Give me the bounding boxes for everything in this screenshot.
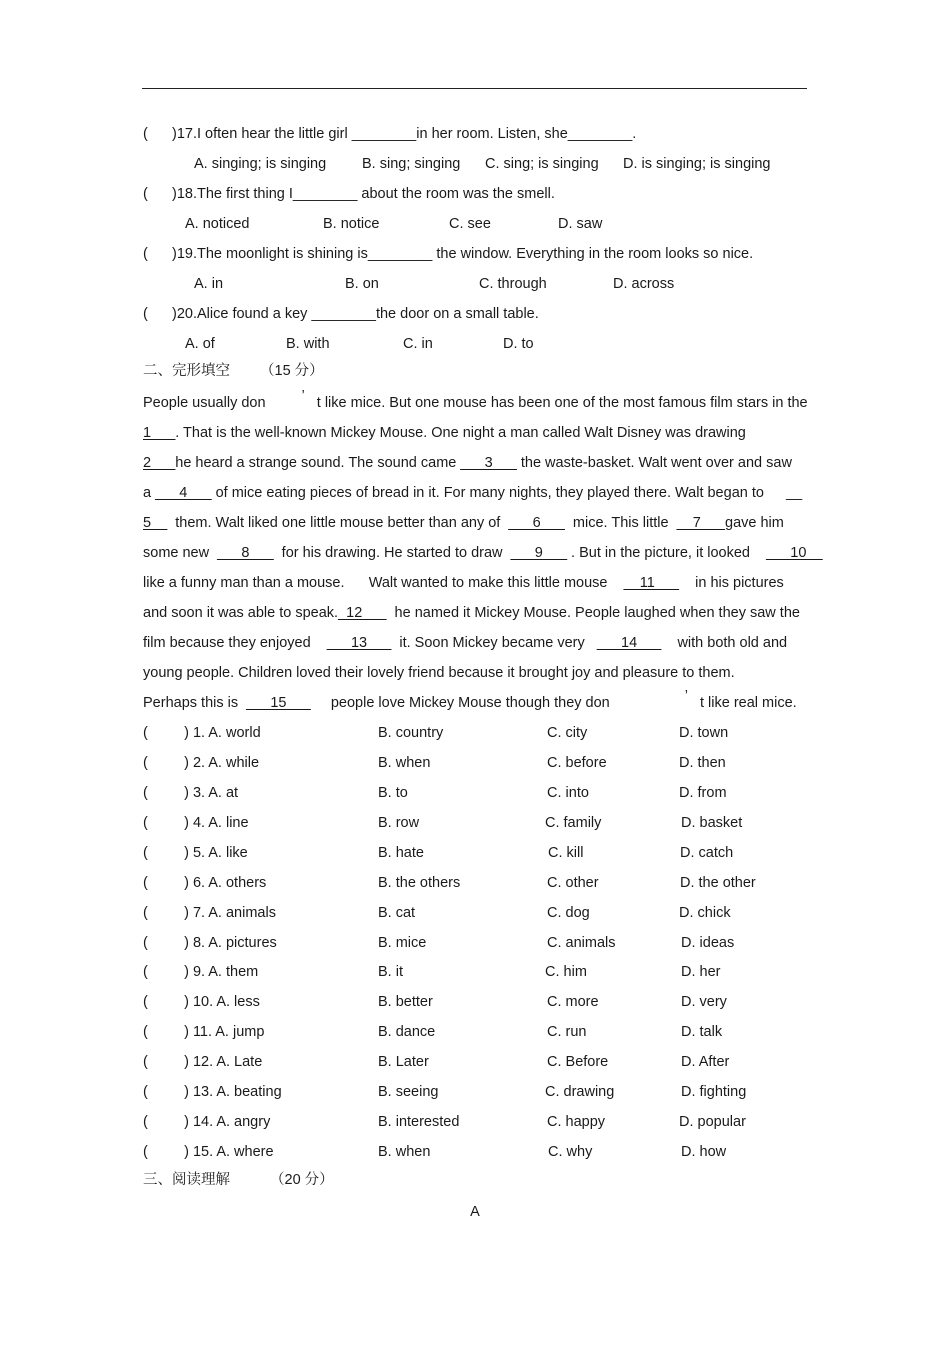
cloze-option-b: B. row	[378, 815, 420, 831]
passage-text: for his drawing. He started to draw	[281, 545, 503, 561]
cloze-option-c: C. kill	[548, 845, 584, 861]
passage-line-4	[143, 484, 764, 502]
passage-text: it. Soon Mickey became very	[399, 635, 585, 651]
passage-line-11	[143, 688, 797, 712]
header-rule	[142, 88, 807, 89]
question-19-stem: ( )19.The moonlight is shining is________ the window. Everything in the room looks so nice.	[143, 246, 754, 262]
cloze-option-c: C. him	[545, 964, 587, 980]
blank-4: ___4___	[155, 485, 212, 501]
section-3-heading	[143, 1171, 334, 1189]
cloze-option-c: C. animals	[547, 935, 616, 951]
cloze-option-d: D. the other	[680, 875, 756, 891]
cloze-item-stem: ( ) 5. A. like	[143, 845, 248, 861]
cloze-item-stem: ( ) 8. A. pictures	[143, 935, 277, 951]
cloze-option-d: D. from	[679, 785, 727, 801]
cloze-item-stem: ( ) 10. A. less	[143, 994, 260, 1010]
q19-option-b: B. on	[345, 276, 379, 292]
cloze-option-b: B. to	[378, 785, 408, 801]
blank-10: ___10__	[766, 545, 823, 561]
cloze-option-b: B. Later	[378, 1054, 429, 1070]
blank-15: ___15___	[246, 695, 311, 711]
blank-6: ___6___	[508, 515, 565, 531]
cloze-option-c: C. run	[547, 1024, 587, 1040]
cloze-option-b: B. when	[378, 1144, 431, 1160]
cloze-option-d: D. chick	[679, 905, 731, 921]
cloze-option-b: B. dance	[378, 1024, 436, 1040]
blank-11: __11___	[623, 575, 679, 591]
question-20-stem: ( )20.Alice found a key ________the door on a small table.	[143, 306, 539, 322]
passage-text: he heard a strange sound. The sound came	[175, 455, 457, 471]
blank-5-start: __	[786, 485, 803, 501]
cloze-item-stem: ( ) 9. A. them	[143, 964, 259, 980]
cloze-option-c: C. family	[545, 815, 602, 831]
q18-option-c: C. see	[449, 216, 491, 232]
cloze-option-d: D. popular	[679, 1114, 746, 1130]
section-3-title: 三、阅读理解	[143, 1172, 230, 1188]
blank-14: ___14___	[596, 635, 662, 651]
q17-option-d: D. is singing; is singing	[623, 156, 771, 172]
cloze-option-b: B. seeing	[378, 1084, 439, 1100]
q20-option-b: B. with	[286, 336, 330, 352]
cloze-option-d: D. how	[681, 1144, 727, 1160]
cloze-option-c: C. why	[548, 1144, 593, 1160]
q20-option-a: A. of	[185, 336, 215, 352]
q17-option-c: C. sing; is singing	[485, 156, 599, 172]
q18-option-d: D. saw	[558, 216, 603, 232]
cloze-item-stem: ( ) 12. A. Late	[143, 1054, 263, 1070]
blank-12: _12___	[338, 605, 387, 621]
cloze-item-stem: ( ) 1. A. world	[143, 725, 261, 741]
cloze-option-d: D. catch	[680, 845, 734, 861]
blank-5: 5__	[143, 515, 168, 531]
cloze-option-b: B. interested	[378, 1114, 460, 1130]
cloze-option-b: B. hate	[378, 845, 424, 861]
section-2-heading	[143, 362, 324, 380]
cloze-option-d: D. very	[681, 994, 727, 1010]
cloze-item-stem: ( ) 6. A. others	[143, 875, 267, 891]
passage-line-10: young people. Children loved their lovely friend because it brought joy and pleasure to them.	[143, 665, 735, 681]
passage-text: in his pictures	[695, 575, 784, 591]
passage-text: them. Walt liked one little mouse better than any of	[175, 515, 501, 531]
passage-text: . But in the picture, it looked	[571, 545, 750, 561]
q20-option-c: C. in	[403, 336, 433, 352]
cloze-option-c: C. more	[547, 994, 599, 1010]
cloze-option-b: B. country	[378, 725, 444, 741]
passage-line-1	[143, 388, 808, 412]
blank-9: ___9___	[510, 545, 568, 561]
cloze-item-stem: ( ) 15. A. where	[143, 1144, 274, 1160]
passage-text: he named it Mickey Mouse. People laughed when they saw the	[394, 605, 800, 621]
passage-text: of mice eating pieces of bread in it. For many nights, they played there. Walt began to	[215, 485, 764, 501]
cloze-item-stem: ( ) 11. A. jump	[143, 1024, 265, 1040]
cloze-option-b: B. it	[378, 964, 403, 980]
passage-line-2	[143, 424, 746, 442]
blank-8: ___8___	[217, 545, 274, 561]
cloze-option-d: D. After	[681, 1054, 730, 1070]
cloze-option-c: C. dog	[547, 905, 590, 921]
cloze-option-d: D. talk	[681, 1024, 723, 1040]
passage-text: like a funny man than a mouse.	[143, 575, 345, 591]
cloze-option-b: B. the others	[378, 875, 461, 891]
cloze-item-stem: ( ) 14. A. angry	[143, 1114, 271, 1130]
cloze-option-d: D. basket	[681, 815, 743, 831]
section-2-title: 二、完形填空	[143, 363, 230, 379]
q18-option-a: A. noticed	[185, 216, 250, 232]
cloze-option-d: D. ideas	[681, 935, 735, 951]
passage-text: a	[143, 485, 152, 501]
passage-text: Walt wanted to make this little mouse	[368, 575, 608, 591]
passage-text: gave him	[725, 515, 784, 531]
question-17-stem: ( )17.I often hear the little girl ________in her room. Listen, she________.	[143, 126, 637, 142]
cloze-option-c: C. before	[547, 755, 607, 771]
cloze-option-c: C. happy	[547, 1114, 606, 1130]
q20-option-d: D. to	[503, 336, 534, 352]
cloze-option-b: B. better	[378, 994, 433, 1010]
passage-line-6	[143, 544, 823, 562]
cloze-option-d: D. fighting	[681, 1084, 747, 1100]
passage-line-9	[143, 634, 787, 652]
q18-option-b: B. notice	[323, 216, 380, 232]
blank-1: 1___	[143, 425, 176, 441]
blank-3: ___3___	[460, 455, 517, 471]
section-2-score: （15 分）	[260, 363, 324, 379]
cloze-option-c: C. other	[547, 875, 599, 891]
cloze-item-stem: ( ) 7. A. animals	[143, 905, 276, 921]
cloze-item-stem: ( ) 4. A. line	[143, 815, 249, 831]
passage-text: some new	[143, 545, 210, 561]
cloze-option-b: B. cat	[378, 905, 416, 921]
cloze-item-stem: ( ) 2. A. while	[143, 755, 260, 771]
cloze-option-c: C. Before	[547, 1054, 609, 1070]
passage-text: Perhaps this is	[143, 695, 239, 711]
cloze-item-stem: ( ) 3. A. at	[143, 785, 239, 801]
cloze-option-c: C. drawing	[545, 1084, 615, 1100]
passage-line-8	[143, 604, 800, 622]
blank-7: __7___	[676, 515, 725, 531]
blank-2: 2___	[143, 455, 176, 471]
passage-text: film because they enjoyed	[143, 635, 311, 651]
blank-13: ___13___	[326, 635, 392, 651]
passage-line-7	[143, 574, 784, 592]
q17-option-a: A. singing; is singing	[194, 156, 327, 172]
passage-text: people love Mickey Mouse though they don	[330, 695, 610, 711]
apostrophe: ’	[684, 688, 688, 704]
cloze-option-c: C. into	[547, 785, 589, 801]
question-18-stem: ( )18.The first thing I________ about the room was the smell.	[143, 186, 555, 202]
passage-text: People usually don	[143, 395, 266, 411]
passage-text: and soon it was able to speak.	[143, 605, 339, 621]
passage-text: t like mice. But one mouse has been one of the most famous film stars in the	[316, 395, 808, 411]
reading-part-label: A	[470, 1204, 480, 1220]
cloze-item-stem: ( ) 13. A. beating	[143, 1084, 282, 1100]
q17-option-b: B. sing; singing	[362, 156, 461, 172]
q19-option-a: A. in	[194, 276, 224, 292]
passage-line-3	[143, 454, 792, 472]
passage-text: the waste-basket. Walt went over and saw	[520, 455, 792, 471]
apostrophe: ’	[301, 388, 305, 404]
cloze-option-d: D. then	[679, 755, 726, 771]
passage-text: . That is the well-known Mickey Mouse. One night a man called Walt Disney was drawing	[175, 425, 746, 441]
passage-text: t like real mice.	[699, 695, 797, 711]
cloze-option-d: D. town	[679, 725, 729, 741]
cloze-option-c: C. city	[547, 725, 588, 741]
passage-line-5	[143, 514, 784, 532]
section-3-score: （20 分）	[270, 1172, 334, 1188]
q19-option-c: C. through	[479, 276, 547, 292]
passage-text: mice. This little	[572, 515, 669, 531]
cloze-option-b: B. mice	[378, 935, 427, 951]
passage-text: with both old and	[677, 635, 788, 651]
cloze-option-d: D. her	[681, 964, 721, 980]
cloze-option-b: B. when	[378, 755, 431, 771]
q19-option-d: D. across	[613, 276, 675, 292]
